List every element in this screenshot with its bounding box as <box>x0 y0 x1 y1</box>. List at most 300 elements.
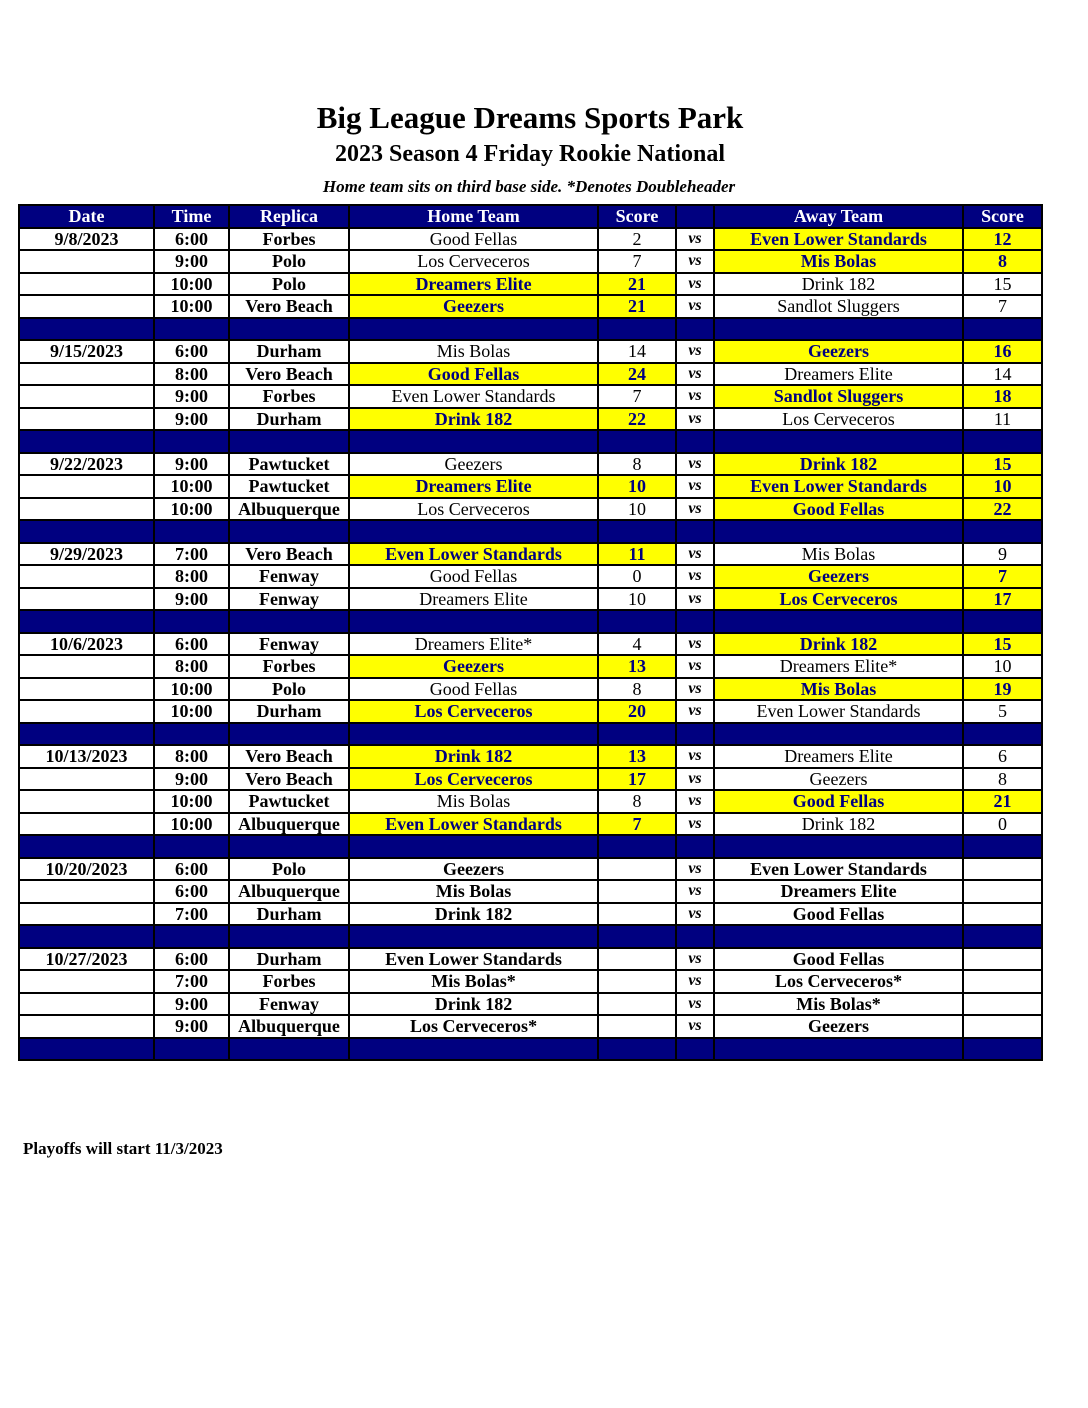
home-team: Even Lower Standards <box>349 543 598 566</box>
home-team: Los Cerveceros <box>349 498 598 521</box>
home-team: Dreamers Elite <box>349 588 598 611</box>
away-score: 9 <box>963 543 1042 566</box>
separator-cell <box>676 318 714 341</box>
week-separator-row <box>19 723 1042 746</box>
field-replica: Albuquerque <box>229 880 349 903</box>
game-row <box>19 745 1042 768</box>
separator-cell <box>154 1038 229 1061</box>
game-time: 10:00 <box>154 813 229 836</box>
home-score <box>598 858 676 881</box>
game-time: 9:00 <box>154 1015 229 1038</box>
separator-cell <box>676 430 714 453</box>
away-team: Geezers <box>714 768 963 791</box>
away-team: Dreamers Elite <box>714 880 963 903</box>
game-time: 10:00 <box>154 498 229 521</box>
game-time: 10:00 <box>154 273 229 296</box>
vs-label: vs <box>676 498 714 521</box>
game-row <box>19 385 1042 408</box>
game-date <box>19 1015 154 1038</box>
separator-cell <box>714 925 963 948</box>
field-replica: Polo <box>229 678 349 701</box>
separator-cell <box>229 835 349 858</box>
home-team: Los Cerveceros <box>349 768 598 791</box>
vs-label: vs <box>676 475 714 498</box>
away-team: Drink 182 <box>714 453 963 476</box>
game-date: 10/27/2023 <box>19 948 154 971</box>
away-score: 16 <box>963 340 1042 363</box>
game-time: 9:00 <box>154 385 229 408</box>
header-vs <box>676 205 714 228</box>
game-time: 6:00 <box>154 633 229 656</box>
away-score <box>963 903 1042 926</box>
home-score <box>598 993 676 1016</box>
field-replica: Vero Beach <box>229 543 349 566</box>
separator-cell <box>19 520 154 543</box>
game-date <box>19 700 154 723</box>
home-team: Drink 182 <box>349 745 598 768</box>
field-replica: Albuquerque <box>229 813 349 836</box>
game-date <box>19 678 154 701</box>
home-team: Drink 182 <box>349 903 598 926</box>
game-date <box>19 768 154 791</box>
away-score: 11 <box>963 408 1042 431</box>
game-date: 9/29/2023 <box>19 543 154 566</box>
game-date <box>19 790 154 813</box>
away-team: Even Lower Standards <box>714 475 963 498</box>
game-row <box>19 475 1042 498</box>
home-team: Mis Bolas <box>349 340 598 363</box>
separator-cell <box>714 318 963 341</box>
away-score: 18 <box>963 385 1042 408</box>
game-row <box>19 768 1042 791</box>
separator-cell <box>676 520 714 543</box>
home-score: 0 <box>598 565 676 588</box>
away-team: Drink 182 <box>714 273 963 296</box>
header-replica: Replica <box>229 205 349 228</box>
separator-cell <box>229 430 349 453</box>
separator-cell <box>714 723 963 746</box>
home-score: 10 <box>598 588 676 611</box>
game-date <box>19 993 154 1016</box>
separator-cell <box>598 430 676 453</box>
separator-cell <box>963 723 1042 746</box>
separator-cell <box>676 610 714 633</box>
week-separator-row <box>19 430 1042 453</box>
game-row <box>19 655 1042 678</box>
home-team: Dreamers Elite <box>349 273 598 296</box>
game-row <box>19 498 1042 521</box>
away-score: 15 <box>963 273 1042 296</box>
game-date <box>19 588 154 611</box>
home-score: 7 <box>598 250 676 273</box>
separator-cell <box>349 520 598 543</box>
field-replica: Durham <box>229 408 349 431</box>
vs-label: vs <box>676 273 714 296</box>
separator-cell <box>19 1038 154 1061</box>
separator-cell <box>349 318 598 341</box>
separator-cell <box>676 835 714 858</box>
week-separator-row <box>19 318 1042 341</box>
vs-label: vs <box>676 340 714 363</box>
header-away-score: Score <box>963 205 1042 228</box>
home-team: Geezers <box>349 295 598 318</box>
game-time: 9:00 <box>154 768 229 791</box>
home-score: 14 <box>598 340 676 363</box>
page-title: Big League Dreams Sports Park <box>316 100 744 135</box>
separator-cell <box>229 318 349 341</box>
separator-cell <box>154 520 229 543</box>
vs-label: vs <box>676 700 714 723</box>
field-replica: Durham <box>229 340 349 363</box>
game-date <box>19 655 154 678</box>
separator-cell <box>598 520 676 543</box>
home-team: Dreamers Elite <box>349 475 598 498</box>
away-team: Geezers <box>714 565 963 588</box>
game-time: 9:00 <box>154 993 229 1016</box>
game-row <box>19 295 1042 318</box>
separator-cell <box>154 318 229 341</box>
game-row <box>19 340 1042 363</box>
home-score: 20 <box>598 700 676 723</box>
page-subtitle: 2023 Season 4 Friday Rookie National <box>334 141 726 167</box>
separator-cell <box>963 1038 1042 1061</box>
home-score: 10 <box>598 498 676 521</box>
away-team: Drink 182 <box>714 633 963 656</box>
field-replica: Forbes <box>229 655 349 678</box>
away-score: 17 <box>963 588 1042 611</box>
home-team: Geezers <box>349 858 598 881</box>
separator-cell <box>19 925 154 948</box>
game-row <box>19 880 1042 903</box>
game-date <box>19 408 154 431</box>
home-score: 7 <box>598 813 676 836</box>
home-score: 4 <box>598 633 676 656</box>
separator-cell <box>229 610 349 633</box>
home-score: 7 <box>598 385 676 408</box>
game-time: 10:00 <box>154 678 229 701</box>
separator-cell <box>349 430 598 453</box>
away-score: 14 <box>963 363 1042 386</box>
game-row <box>19 700 1042 723</box>
separator-cell <box>714 1038 963 1061</box>
game-row <box>19 903 1042 926</box>
game-time: 10:00 <box>154 295 229 318</box>
vs-label: vs <box>676 768 714 791</box>
week-separator-row <box>19 925 1042 948</box>
away-score: 19 <box>963 678 1042 701</box>
home-team: Mis Bolas <box>349 880 598 903</box>
game-time: 10:00 <box>154 700 229 723</box>
game-time: 6:00 <box>154 340 229 363</box>
away-score: 6 <box>963 745 1042 768</box>
separator-cell <box>963 318 1042 341</box>
field-replica: Vero Beach <box>229 768 349 791</box>
vs-label: vs <box>676 363 714 386</box>
game-time: 7:00 <box>154 543 229 566</box>
away-team: Dreamers Elite <box>714 745 963 768</box>
home-score: 13 <box>598 655 676 678</box>
home-team: Mis Bolas* <box>349 970 598 993</box>
field-replica: Fenway <box>229 588 349 611</box>
header-home-score: Score <box>598 205 676 228</box>
away-score: 22 <box>963 498 1042 521</box>
away-team: Even Lower Standards <box>714 858 963 881</box>
game-time: 9:00 <box>154 588 229 611</box>
away-score: 7 <box>963 295 1042 318</box>
away-team: Sandlot Sluggers <box>714 385 963 408</box>
away-team: Mis Bolas <box>714 678 963 701</box>
separator-cell <box>676 1038 714 1061</box>
away-score: 8 <box>963 250 1042 273</box>
away-team: Good Fellas <box>714 948 963 971</box>
field-replica: Pawtucket <box>229 453 349 476</box>
game-row <box>19 858 1042 881</box>
game-row <box>19 970 1042 993</box>
away-score: 10 <box>963 655 1042 678</box>
field-replica: Vero Beach <box>229 745 349 768</box>
away-score <box>963 948 1042 971</box>
vs-label: vs <box>676 228 714 251</box>
field-replica: Vero Beach <box>229 363 349 386</box>
vs-label: vs <box>676 880 714 903</box>
separator-cell <box>154 430 229 453</box>
vs-label: vs <box>676 633 714 656</box>
away-score: 0 <box>963 813 1042 836</box>
game-row <box>19 948 1042 971</box>
game-row <box>19 588 1042 611</box>
game-date <box>19 475 154 498</box>
separator-cell <box>676 925 714 948</box>
separator-cell <box>19 430 154 453</box>
home-team: Mis Bolas <box>349 790 598 813</box>
home-team: Even Lower Standards <box>349 948 598 971</box>
game-date <box>19 565 154 588</box>
separator-cell <box>598 723 676 746</box>
header-time: Time <box>154 205 229 228</box>
field-replica: Pawtucket <box>229 790 349 813</box>
week-separator-row <box>19 520 1042 543</box>
home-score: 13 <box>598 745 676 768</box>
home-team: Good Fellas <box>349 678 598 701</box>
field-replica: Polo <box>229 250 349 273</box>
away-team: Geezers <box>714 340 963 363</box>
game-time: 8:00 <box>154 655 229 678</box>
away-score: 8 <box>963 768 1042 791</box>
away-score: 15 <box>963 453 1042 476</box>
header-row <box>19 205 1042 228</box>
home-score: 2 <box>598 228 676 251</box>
home-team: Dreamers Elite* <box>349 633 598 656</box>
away-score <box>963 993 1042 1016</box>
separator-cell <box>963 925 1042 948</box>
field-replica: Albuquerque <box>229 498 349 521</box>
game-date: 9/15/2023 <box>19 340 154 363</box>
home-team: Los Cerveceros* <box>349 1015 598 1038</box>
game-time: 9:00 <box>154 453 229 476</box>
separator-cell <box>19 723 154 746</box>
game-date <box>19 273 154 296</box>
separator-cell <box>714 610 963 633</box>
vs-label: vs <box>676 813 714 836</box>
separator-cell <box>154 610 229 633</box>
game-row <box>19 273 1042 296</box>
game-time: 10:00 <box>154 790 229 813</box>
game-date <box>19 813 154 836</box>
home-score: 17 <box>598 768 676 791</box>
playoffs-note: Playoffs will start 11/3/2023 <box>23 1139 223 1158</box>
separator-cell <box>963 430 1042 453</box>
home-team: Good Fellas <box>349 228 598 251</box>
vs-label: vs <box>676 993 714 1016</box>
vs-label: vs <box>676 295 714 318</box>
game-time: 7:00 <box>154 970 229 993</box>
game-date: 9/8/2023 <box>19 228 154 251</box>
separator-cell <box>229 925 349 948</box>
vs-label: vs <box>676 903 714 926</box>
away-team: Good Fellas <box>714 790 963 813</box>
away-team: Los Cerveceros <box>714 588 963 611</box>
separator-cell <box>154 723 229 746</box>
game-row <box>19 228 1042 251</box>
field-replica: Polo <box>229 858 349 881</box>
separator-cell <box>154 835 229 858</box>
game-row <box>19 813 1042 836</box>
away-score <box>963 970 1042 993</box>
away-team: Geezers <box>714 1015 963 1038</box>
field-replica: Durham <box>229 700 349 723</box>
game-date: 9/22/2023 <box>19 453 154 476</box>
field-replica: Forbes <box>229 385 349 408</box>
separator-cell <box>598 610 676 633</box>
away-team: Sandlot Sluggers <box>714 295 963 318</box>
schedule-table <box>18 204 1043 1061</box>
week-separator-row <box>19 1038 1042 1061</box>
home-team: Good Fellas <box>349 363 598 386</box>
away-score: 5 <box>963 700 1042 723</box>
home-score: 21 <box>598 273 676 296</box>
field-replica: Forbes <box>229 970 349 993</box>
game-date <box>19 295 154 318</box>
away-team: Even Lower Standards <box>714 700 963 723</box>
separator-cell <box>598 925 676 948</box>
away-score <box>963 880 1042 903</box>
separator-cell <box>963 520 1042 543</box>
vs-label: vs <box>676 970 714 993</box>
game-row <box>19 408 1042 431</box>
week-separator-row <box>19 835 1042 858</box>
home-team: Drink 182 <box>349 993 598 1016</box>
separator-cell <box>349 610 598 633</box>
game-time: 6:00 <box>154 880 229 903</box>
home-score: 24 <box>598 363 676 386</box>
away-score: 7 <box>963 565 1042 588</box>
vs-label: vs <box>676 588 714 611</box>
game-date <box>19 498 154 521</box>
vs-label: vs <box>676 565 714 588</box>
separator-cell <box>229 723 349 746</box>
separator-cell <box>154 925 229 948</box>
field-replica: Albuquerque <box>229 1015 349 1038</box>
separator-cell <box>714 520 963 543</box>
separator-cell <box>598 318 676 341</box>
field-replica: Durham <box>229 903 349 926</box>
away-score: 10 <box>963 475 1042 498</box>
game-time: 10:00 <box>154 475 229 498</box>
game-date: 10/20/2023 <box>19 858 154 881</box>
away-score <box>963 1015 1042 1038</box>
field-replica: Fenway <box>229 993 349 1016</box>
separator-cell <box>598 1038 676 1061</box>
game-time: 9:00 <box>154 250 229 273</box>
separator-cell <box>714 835 963 858</box>
home-score: 10 <box>598 475 676 498</box>
game-row <box>19 790 1042 813</box>
vs-label: vs <box>676 1015 714 1038</box>
game-row <box>19 250 1042 273</box>
separator-cell <box>229 1038 349 1061</box>
vs-label: vs <box>676 745 714 768</box>
home-score <box>598 948 676 971</box>
game-date <box>19 385 154 408</box>
away-team: Dreamers Elite* <box>714 655 963 678</box>
separator-cell <box>229 520 349 543</box>
game-date: 10/13/2023 <box>19 745 154 768</box>
field-replica: Vero Beach <box>229 295 349 318</box>
home-score <box>598 880 676 903</box>
home-score: 21 <box>598 295 676 318</box>
home-score: 8 <box>598 678 676 701</box>
vs-label: vs <box>676 790 714 813</box>
home-team: Los Cerveceros <box>349 700 598 723</box>
home-score: 8 <box>598 453 676 476</box>
vs-label: vs <box>676 250 714 273</box>
home-team: Even Lower Standards <box>349 813 598 836</box>
vs-label: vs <box>676 385 714 408</box>
away-score: 21 <box>963 790 1042 813</box>
field-replica: Pawtucket <box>229 475 349 498</box>
separator-cell <box>19 318 154 341</box>
game-time: 7:00 <box>154 903 229 926</box>
away-team: Good Fellas <box>714 498 963 521</box>
home-team: Drink 182 <box>349 408 598 431</box>
separator-cell <box>349 835 598 858</box>
game-date: 10/6/2023 <box>19 633 154 656</box>
separator-cell <box>349 723 598 746</box>
vs-label: vs <box>676 948 714 971</box>
game-date <box>19 970 154 993</box>
separator-cell <box>676 723 714 746</box>
game-row <box>19 993 1042 1016</box>
away-score: 12 <box>963 228 1042 251</box>
separator-cell <box>349 1038 598 1061</box>
header-away-team: Away Team <box>714 205 963 228</box>
separator-cell <box>598 835 676 858</box>
separator-cell <box>19 610 154 633</box>
home-team: Los Cerveceros <box>349 250 598 273</box>
header-date: Date <box>19 205 154 228</box>
game-date <box>19 880 154 903</box>
vs-label: vs <box>676 408 714 431</box>
away-team: Mis Bolas <box>714 543 963 566</box>
away-team: Even Lower Standards <box>714 228 963 251</box>
game-row <box>19 363 1042 386</box>
game-time: 8:00 <box>154 363 229 386</box>
home-score: 8 <box>598 790 676 813</box>
game-time: 6:00 <box>154 858 229 881</box>
game-date <box>19 250 154 273</box>
vs-label: vs <box>676 858 714 881</box>
week-separator-row <box>19 610 1042 633</box>
